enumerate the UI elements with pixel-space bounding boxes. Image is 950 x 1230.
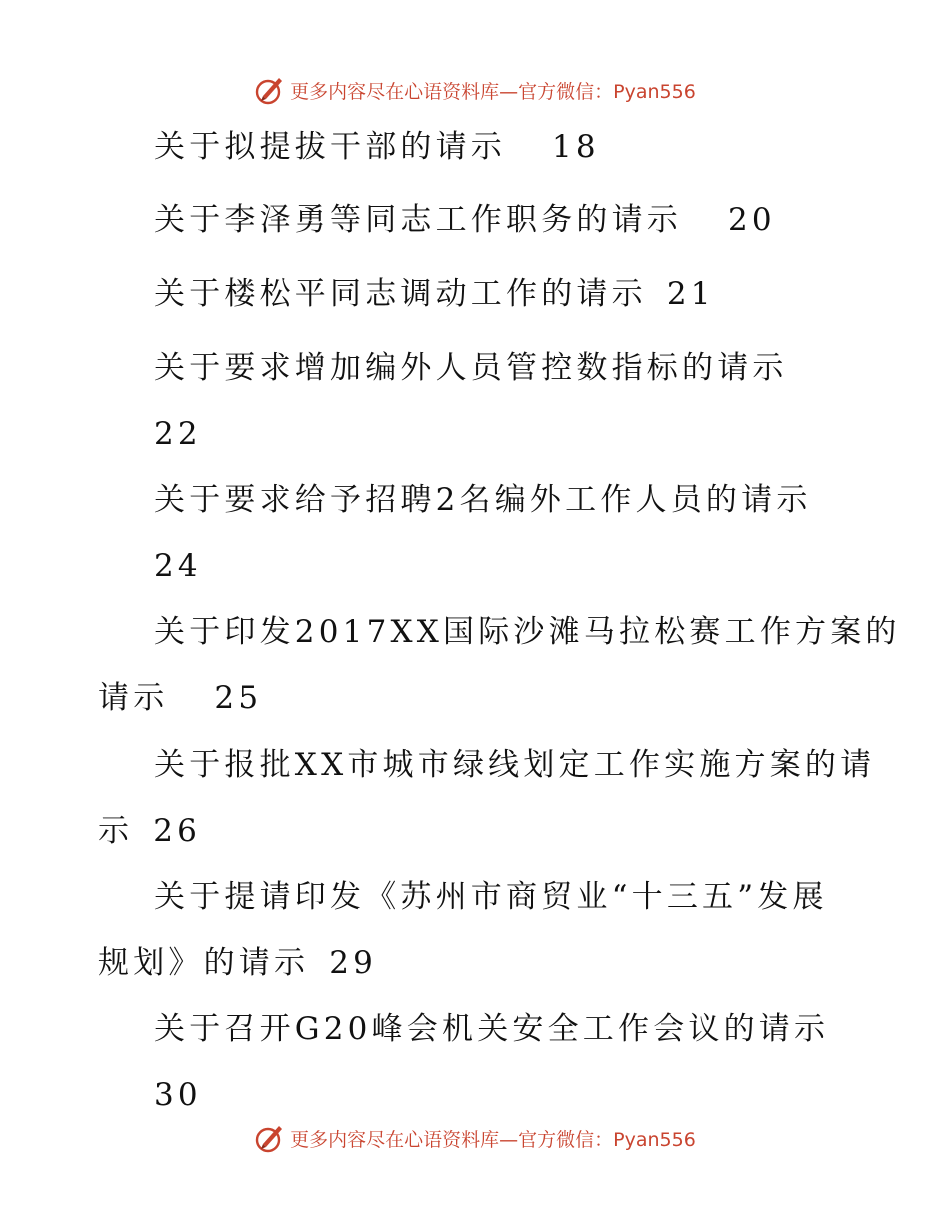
toc-entry[interactable] [98,114,858,180]
toc-entry-page: 21 [666,276,715,312]
toc-entry-title-continued: 规划》的请示 [98,945,310,981]
toc-entry-title: 关于要求给予招聘2名编外工作人员的请示 [154,482,812,518]
toc-entry-title: 关于印发2017XX国际沙滩马拉松赛工作方案的 [154,614,901,650]
watermark-text: 更多内容尽在心语资料库—官方微信：Pyan556 [290,1128,696,1151]
toc-entry[interactable] [98,864,858,996]
toc-entry-title: 关于报批XX市城市绿线划定工作实施方案的请 [154,747,876,783]
toc-entry[interactable] [98,261,858,327]
watermark-footer [0,1122,950,1154]
toc-entry-page: 26 [153,813,202,849]
toc-entry-title: 关于召开G20峰会机关安全工作会议的请示 [154,1011,830,1047]
toc-entry-title: 关于要求增加编外人员管控数指标的请示 [154,350,788,386]
toc-entry-page: 29 [329,945,378,981]
toc-entry-title: 关于李泽勇等同志工作职务的请示 [154,202,682,238]
toc-entry-page: 30 [154,1077,202,1113]
toc-entry-page: 20 [728,202,776,238]
toc-entry-page: 18 [552,129,600,165]
quill-logo-icon [254,1122,286,1154]
toc-entry-title: 关于楼松平同志调动工作的请示 [154,276,647,312]
toc-entry-page: 25 [214,680,263,716]
watermark-text: 更多内容尽在心语资料库—官方微信：Pyan556 [290,80,696,103]
toc-entry[interactable] [98,996,858,1128]
toc-entry-title-continued: 请示 [98,680,169,716]
toc-entry[interactable] [98,187,858,253]
toc-entry-page: 24 [154,548,202,584]
toc-entry-title: 关于提请印发《苏州市商贸业“十三五”发展 [154,879,828,915]
watermark-header [0,74,950,106]
toc-entry[interactable] [98,732,876,864]
toc-entry[interactable] [98,467,858,599]
toc-entry-title: 关于拟提拔干部的请示 [154,129,506,165]
toc-entry[interactable] [98,599,901,731]
toc-entry-page: 22 [154,416,202,452]
toc-entry-title-continued: 示 [98,813,134,849]
toc-entry[interactable] [98,335,858,467]
quill-logo-icon [254,74,286,106]
